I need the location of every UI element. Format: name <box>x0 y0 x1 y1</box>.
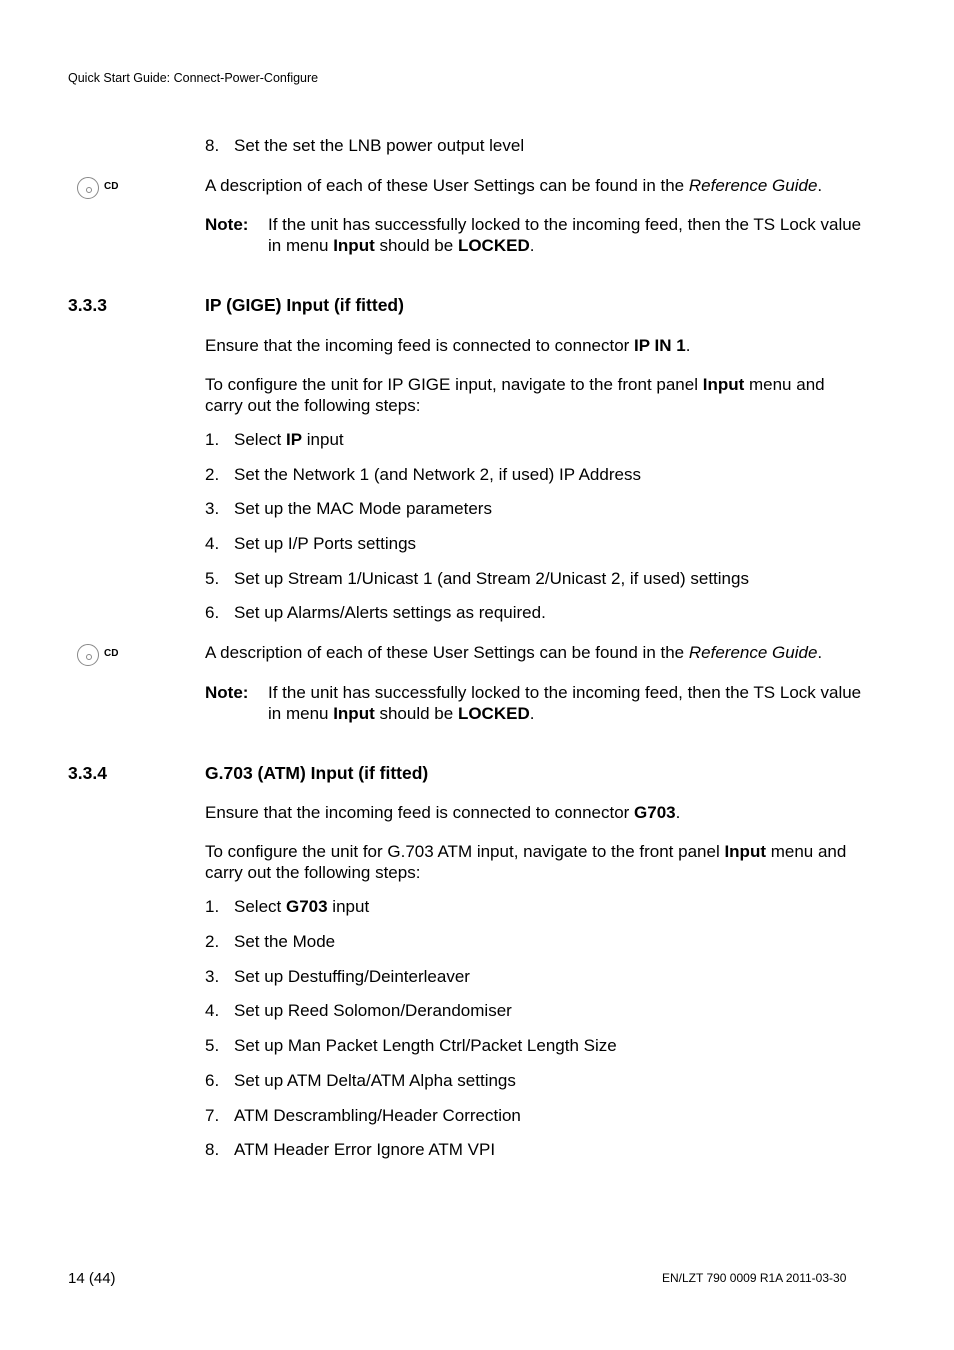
reference-paragraph: A description of each of these User Settings can be found in the Reference Guide. <box>205 176 823 195</box>
note: Note: If the unit has successfully locked to the incoming feed, then the TS Lock value in menu Input should be LOCKED. <box>205 683 862 723</box>
list-item: 3. Set up Destuffing/Deinterleaver <box>205 967 470 986</box>
list-item: 8. Set the set the LNB power output level <box>205 136 525 155</box>
list-item: 6. Set up ATM Delta/ATM Alpha settings <box>205 1071 516 1090</box>
section-number: 3.3.3 <box>68 295 107 315</box>
list-item: 4. Set up Reed Solomon/Derandomiser <box>205 1001 512 1020</box>
list-item: 5. Set up Man Packet Length Ctrl/Packet Length Size <box>205 1036 617 1055</box>
section-title: G.703 (ATM) Input (if fitted) <box>205 763 429 783</box>
reference-paragraph: A description of each of these User Settings can be found in the Reference Guide. <box>205 643 823 662</box>
ensure-paragraph: Ensure that the incoming feed is connected to connector IP IN 1. <box>205 336 691 355</box>
running-header: Quick Start Guide: Connect-Power-Configure <box>68 71 319 85</box>
list-item: 8. ATM Header Error Ignore ATM VPI <box>205 1140 496 1159</box>
section-number: 3.3.4 <box>68 763 107 783</box>
document-reference: EN/LZT 790 0009 R1A 2011-03-30 <box>662 1271 847 1285</box>
section-title: IP (GIGE) Input (if fitted) <box>205 295 404 315</box>
list-item: 6. Set up Alarms/Alerts settings as required. <box>205 603 546 622</box>
cd-icon: CD <box>77 176 121 202</box>
note: Note: If the unit has successfully locked to the incoming feed, then the TS Lock value in menu Input should be LOCKED. <box>205 215 862 255</box>
page-number: 14 (44) <box>68 1270 116 1287</box>
cd-icon: CD <box>77 643 121 669</box>
list-item: 1. Select IP input <box>205 430 344 449</box>
list-item: 4. Set up I/P Ports settings <box>205 534 417 553</box>
configure-paragraph: To configure the unit for G.703 ATM input, navigate to the front panel Input menu and carry out the following steps: <box>205 842 847 882</box>
list-item: 1. Select G703 input <box>205 897 370 916</box>
list-item: 5. Set up Stream 1/Unicast 1 (and Stream 2/Unicast 2, if used) settings <box>205 569 749 588</box>
ensure-paragraph: Ensure that the incoming feed is connected to connector G703. <box>205 803 681 822</box>
list-item: 2. Set the Network 1 (and Network 2, if used) IP Address <box>205 465 641 484</box>
list-item: 7. ATM Descrambling/Header Correction <box>205 1106 521 1125</box>
list-item: 3. Set up the MAC Mode parameters <box>205 499 492 518</box>
configure-paragraph: To configure the unit for IP GIGE input, navigate to the front panel Input menu and carry out the following steps: <box>205 375 825 415</box>
list-item: 2. Set the Mode <box>205 932 336 951</box>
